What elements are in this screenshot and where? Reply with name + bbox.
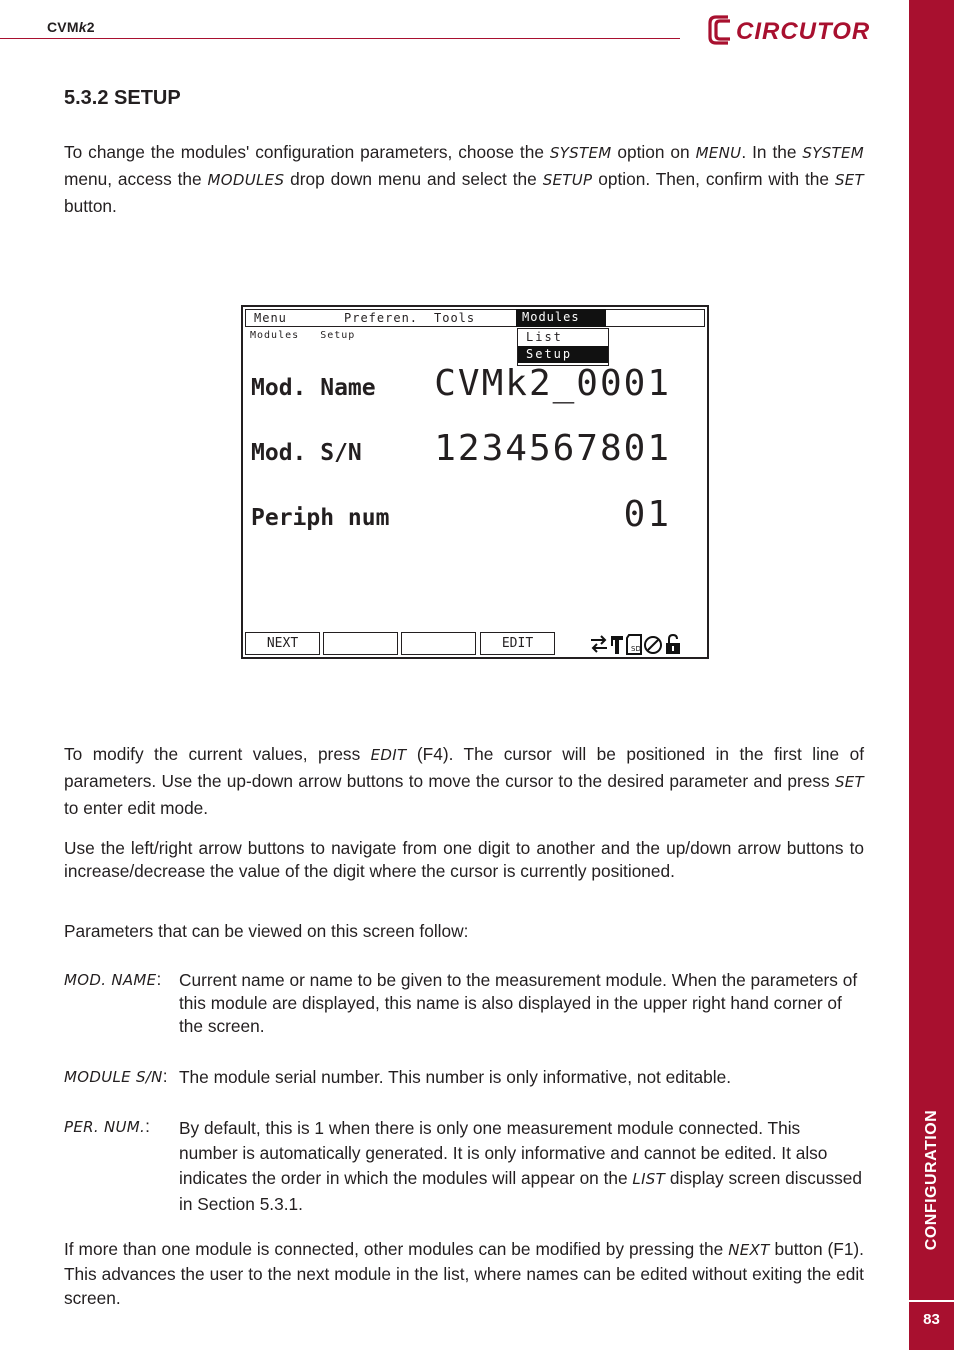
def-body-per-num — [179, 1116, 863, 1217]
model-prefix: CVM — [47, 19, 79, 35]
text-run: (F4). The cursor will be positioned in the first line of parameters. Use the up-down arrow buttons to move the cursor to the desired parameter and press — [64, 744, 864, 791]
keyword: SYSTEM — [549, 144, 612, 162]
keyword: SET — [834, 773, 864, 791]
field-value-mod-name: CVMk2_0001 — [434, 363, 671, 404]
transfer-arrows-icon — [591, 636, 607, 652]
keyword: EDIT — [370, 746, 407, 764]
keyword: MODULES — [207, 171, 285, 189]
field-label-mod-name: Mod. Name — [251, 375, 376, 401]
svg-text:SD: SD — [631, 645, 641, 653]
keyword: SETUP — [542, 171, 593, 189]
def-term-module-sn — [64, 1066, 168, 1087]
def-body-module-sn: The module serial number. This number is only informative, not editable. — [179, 1067, 731, 1087]
gauge-icon — [645, 637, 661, 653]
fkey-f3-button[interactable] — [401, 632, 476, 655]
text-run: button (F1). This advances the user to the next module in the list, where names can be edited without exiting the edit screen. — [64, 1239, 864, 1308]
keyword: MOD. NAME — [64, 971, 157, 989]
section-label-text: CONFIGURATION — [922, 1109, 940, 1251]
menu-item-modules[interactable]: Modules — [516, 309, 606, 327]
intro-paragraph — [64, 139, 864, 219]
screen-menubar — [245, 309, 705, 327]
def-term-mod-name — [64, 969, 161, 990]
plug-icon — [611, 636, 623, 654]
header-rule — [0, 38, 680, 39]
text-run: By default, this is 1 when there is only one measurement module connected. This number is automatically generated. It is only informative and cannot be edited. It also indicates the order in which the modules will appear on the — [179, 1118, 828, 1188]
parameters-intro: Parameters that can be viewed on this screen follow: — [64, 921, 469, 941]
dropdown-option-list[interactable]: List — [526, 330, 563, 344]
menu-item-preferences[interactable]: Preferen. — [344, 311, 419, 325]
menu-item-tools[interactable]: Tools — [434, 311, 476, 325]
edit-paragraph — [64, 741, 864, 821]
model-suffix: 2 — [86, 19, 95, 35]
text-run: display screen discussed in Section 5.3.1. — [179, 1168, 863, 1214]
field-value-periph-num: 01 — [623, 494, 671, 535]
separator: : — [162, 1066, 168, 1086]
text-run: to enter edit mode. — [64, 798, 209, 818]
section-title: 5.3.2 SETUP — [64, 87, 181, 109]
text-run: menu, access the — [64, 169, 208, 189]
field-label-mod-sn: Mod. S/N — [251, 440, 362, 466]
page-number-divider — [909, 1300, 954, 1302]
keyword: NEXT — [728, 1241, 770, 1259]
text-run: To modify the current values, press — [64, 744, 371, 764]
text-run: option on — [611, 142, 696, 162]
fkey-edit-button[interactable]: EDIT — [480, 632, 555, 655]
keyword: SET — [834, 171, 864, 189]
keyword: PER. NUM. — [64, 1118, 146, 1136]
status-icons — [589, 632, 705, 656]
device-screen — [241, 305, 709, 659]
keyword: MODULE S/N — [64, 1068, 163, 1086]
next-module-paragraph — [64, 1237, 864, 1310]
page-number: 83 — [923, 1311, 940, 1328]
breadcrumb-item: Modules — [250, 330, 300, 341]
lock-icon — [666, 635, 680, 654]
fkey-f2-button[interactable] — [323, 632, 398, 655]
text-run: drop down menu and select the — [284, 169, 543, 189]
menu-item-menu[interactable]: Menu — [254, 311, 287, 325]
text-run: button. — [64, 196, 117, 216]
modules-dropdown — [517, 328, 609, 366]
def-body-mod-name: Current name or name to be given to the measurement module. When the parameters of this module are displayed, this name is also displayed in the upper right hand corner of the screen. — [179, 970, 858, 1036]
text-run: To change the modules' configuration parameters, choose the — [64, 142, 550, 162]
circutor-logo — [706, 11, 886, 47]
text-run: If more than one module is connected, other modules can be modified by pressing the — [64, 1239, 729, 1259]
screen-breadcrumb — [250, 330, 355, 341]
text-run: . In the — [741, 142, 803, 162]
keyword: SYSTEM — [802, 144, 864, 162]
model-k: k — [78, 19, 87, 35]
fkey-next-button[interactable]: NEXT — [245, 632, 320, 655]
separator: : — [145, 1116, 150, 1136]
side-section-label — [909, 1080, 954, 1280]
def-term-per-num — [64, 1116, 150, 1137]
header-model — [47, 19, 95, 35]
keyword: LIST — [632, 1170, 666, 1188]
breadcrumb-item: Setup — [320, 330, 356, 341]
field-label-periph-num: Periph num — [251, 505, 390, 531]
sd-card-icon — [627, 635, 641, 654]
logo-wordmark: CIRCUTOR — [736, 18, 871, 45]
text-run: option. Then, confirm with the — [592, 169, 835, 189]
dropdown-option-setup[interactable]: Setup — [518, 346, 608, 363]
field-value-mod-sn: 1234567801 — [434, 428, 671, 469]
keyword: MENU — [695, 144, 742, 162]
navigate-paragraph: Use the left/right arrow buttons to navigate from one digit to another and the up/down arrow buttons to increase/decrease the value of the digit where the cursor is currently positioned. — [64, 838, 864, 881]
separator: : — [156, 969, 162, 989]
